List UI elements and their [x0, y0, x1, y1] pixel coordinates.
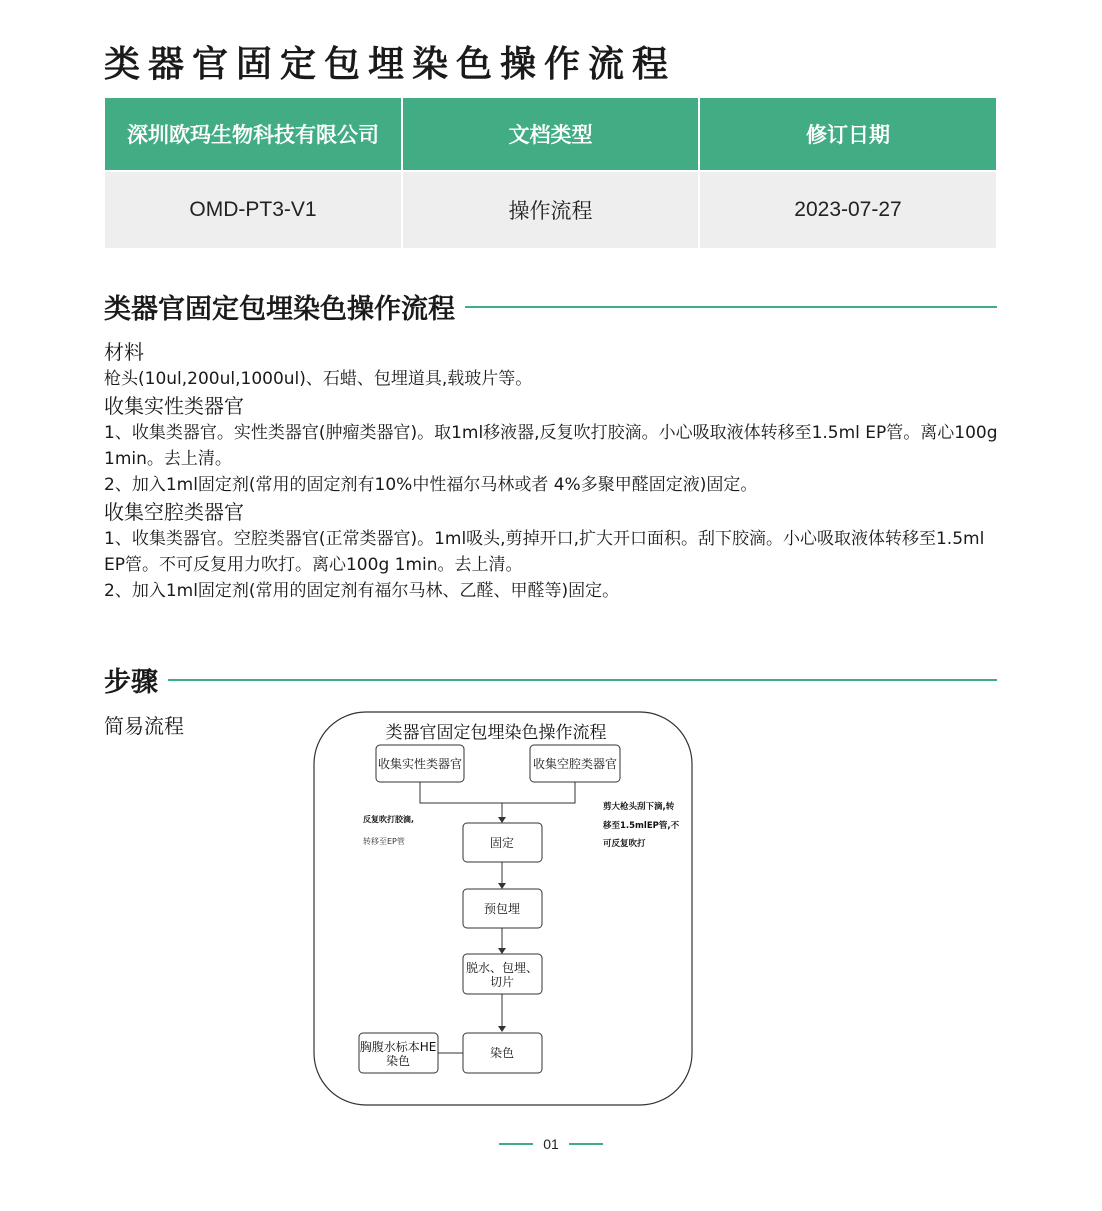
right-note-1: 剪大枪头刮下滴,转 — [603, 802, 675, 812]
section-heading-steps — [104, 660, 997, 699]
footer-rule-left — [499, 1143, 533, 1145]
pre-embed-label: 预包埋 — [483, 902, 521, 916]
dehydrate-label-2: 切片 — [489, 975, 515, 989]
company-header: 深圳欧玛生物科技有限公司 — [105, 98, 402, 171]
he-stain-label-1: 胸腹水标本HE — [359, 1040, 437, 1054]
hollow-step-2: 2、加入1ml固定剂(常用的固定剂有福尔马林、乙醛、甲醛等)固定。 — [104, 581, 620, 601]
doc-type-value: 操作流程 — [402, 171, 699, 248]
solid-step-1: 1、收集类器官。实性类器官(肿瘤类器官)。取1ml移液器,反复吹打胶滴。小心吸取液体转移至1.5ml EP管。离心100g 1min。去上清。 — [104, 423, 998, 469]
flowchart-title: 类器官固定包埋染色操作流程 — [385, 723, 607, 743]
right-note-2: 移至1.5mlEP管,不 — [603, 821, 680, 831]
page-footer — [0, 1136, 1102, 1152]
document-info-table — [105, 98, 996, 248]
fix-label: 固定 — [489, 836, 515, 850]
section-heading-procedure — [104, 287, 997, 326]
materials-title: 材料 — [104, 340, 144, 364]
left-note-1: 反复吹打胶滴, — [363, 815, 415, 824]
solid-collect-label: 收集实性类器官 — [377, 757, 463, 771]
doc-code-value: OMD-PT3-V1 — [105, 171, 402, 248]
steps-rule — [168, 679, 997, 681]
solid-step-2: 2、加入1ml固定剂(常用的固定剂有10%中性福尔马林或者 4%多聚甲醛固定液)固定。 — [104, 475, 758, 495]
flowchart — [313, 711, 693, 1106]
steps-title: 步骤 — [104, 667, 158, 698]
page-number: 01 — [543, 1136, 559, 1152]
solid-title: 收集实性类器官 — [104, 394, 244, 418]
hollow-title: 收集空腔类器官 — [104, 500, 244, 524]
footer-rule-right — [569, 1143, 603, 1145]
hollow-collect-label: 收集空腔类器官 — [532, 757, 618, 771]
simple-flow-label: 简易流程 — [104, 714, 184, 738]
dehydrate-label-1: 脱水、包埋、 — [465, 961, 539, 975]
info-header-row — [105, 98, 996, 171]
materials-text: 枪头(10ul,200ul,1000ul)、石蜡、包埋道具,载玻片等。 — [104, 369, 533, 389]
doc-type-header: 文档类型 — [402, 98, 699, 171]
stain-label: 染色 — [489, 1046, 515, 1060]
page-title: 类器官固定包埋染色操作流程 — [104, 44, 677, 85]
section-content — [104, 338, 1004, 604]
section-rule — [465, 306, 997, 308]
section-title: 类器官固定包埋染色操作流程 — [104, 294, 455, 325]
hollow-step-1: 1、收集类器官。空腔类器官(正常类器官)。1ml吸头,剪掉开口,扩大开口面积。刮下胶滴。小心吸取液体转移至1.5ml EP管。不可反复用力吹打。离心100g 1min。去上清。 — [104, 529, 985, 575]
he-stain-label-2: 染色 — [385, 1054, 411, 1068]
info-value-row — [105, 171, 996, 248]
right-note-3: 可反复吹打 — [603, 839, 646, 849]
left-note-2: 转移至EP管 — [363, 837, 405, 846]
revision-date-value: 2023-07-27 — [699, 171, 996, 248]
revision-date-header: 修订日期 — [699, 98, 996, 171]
